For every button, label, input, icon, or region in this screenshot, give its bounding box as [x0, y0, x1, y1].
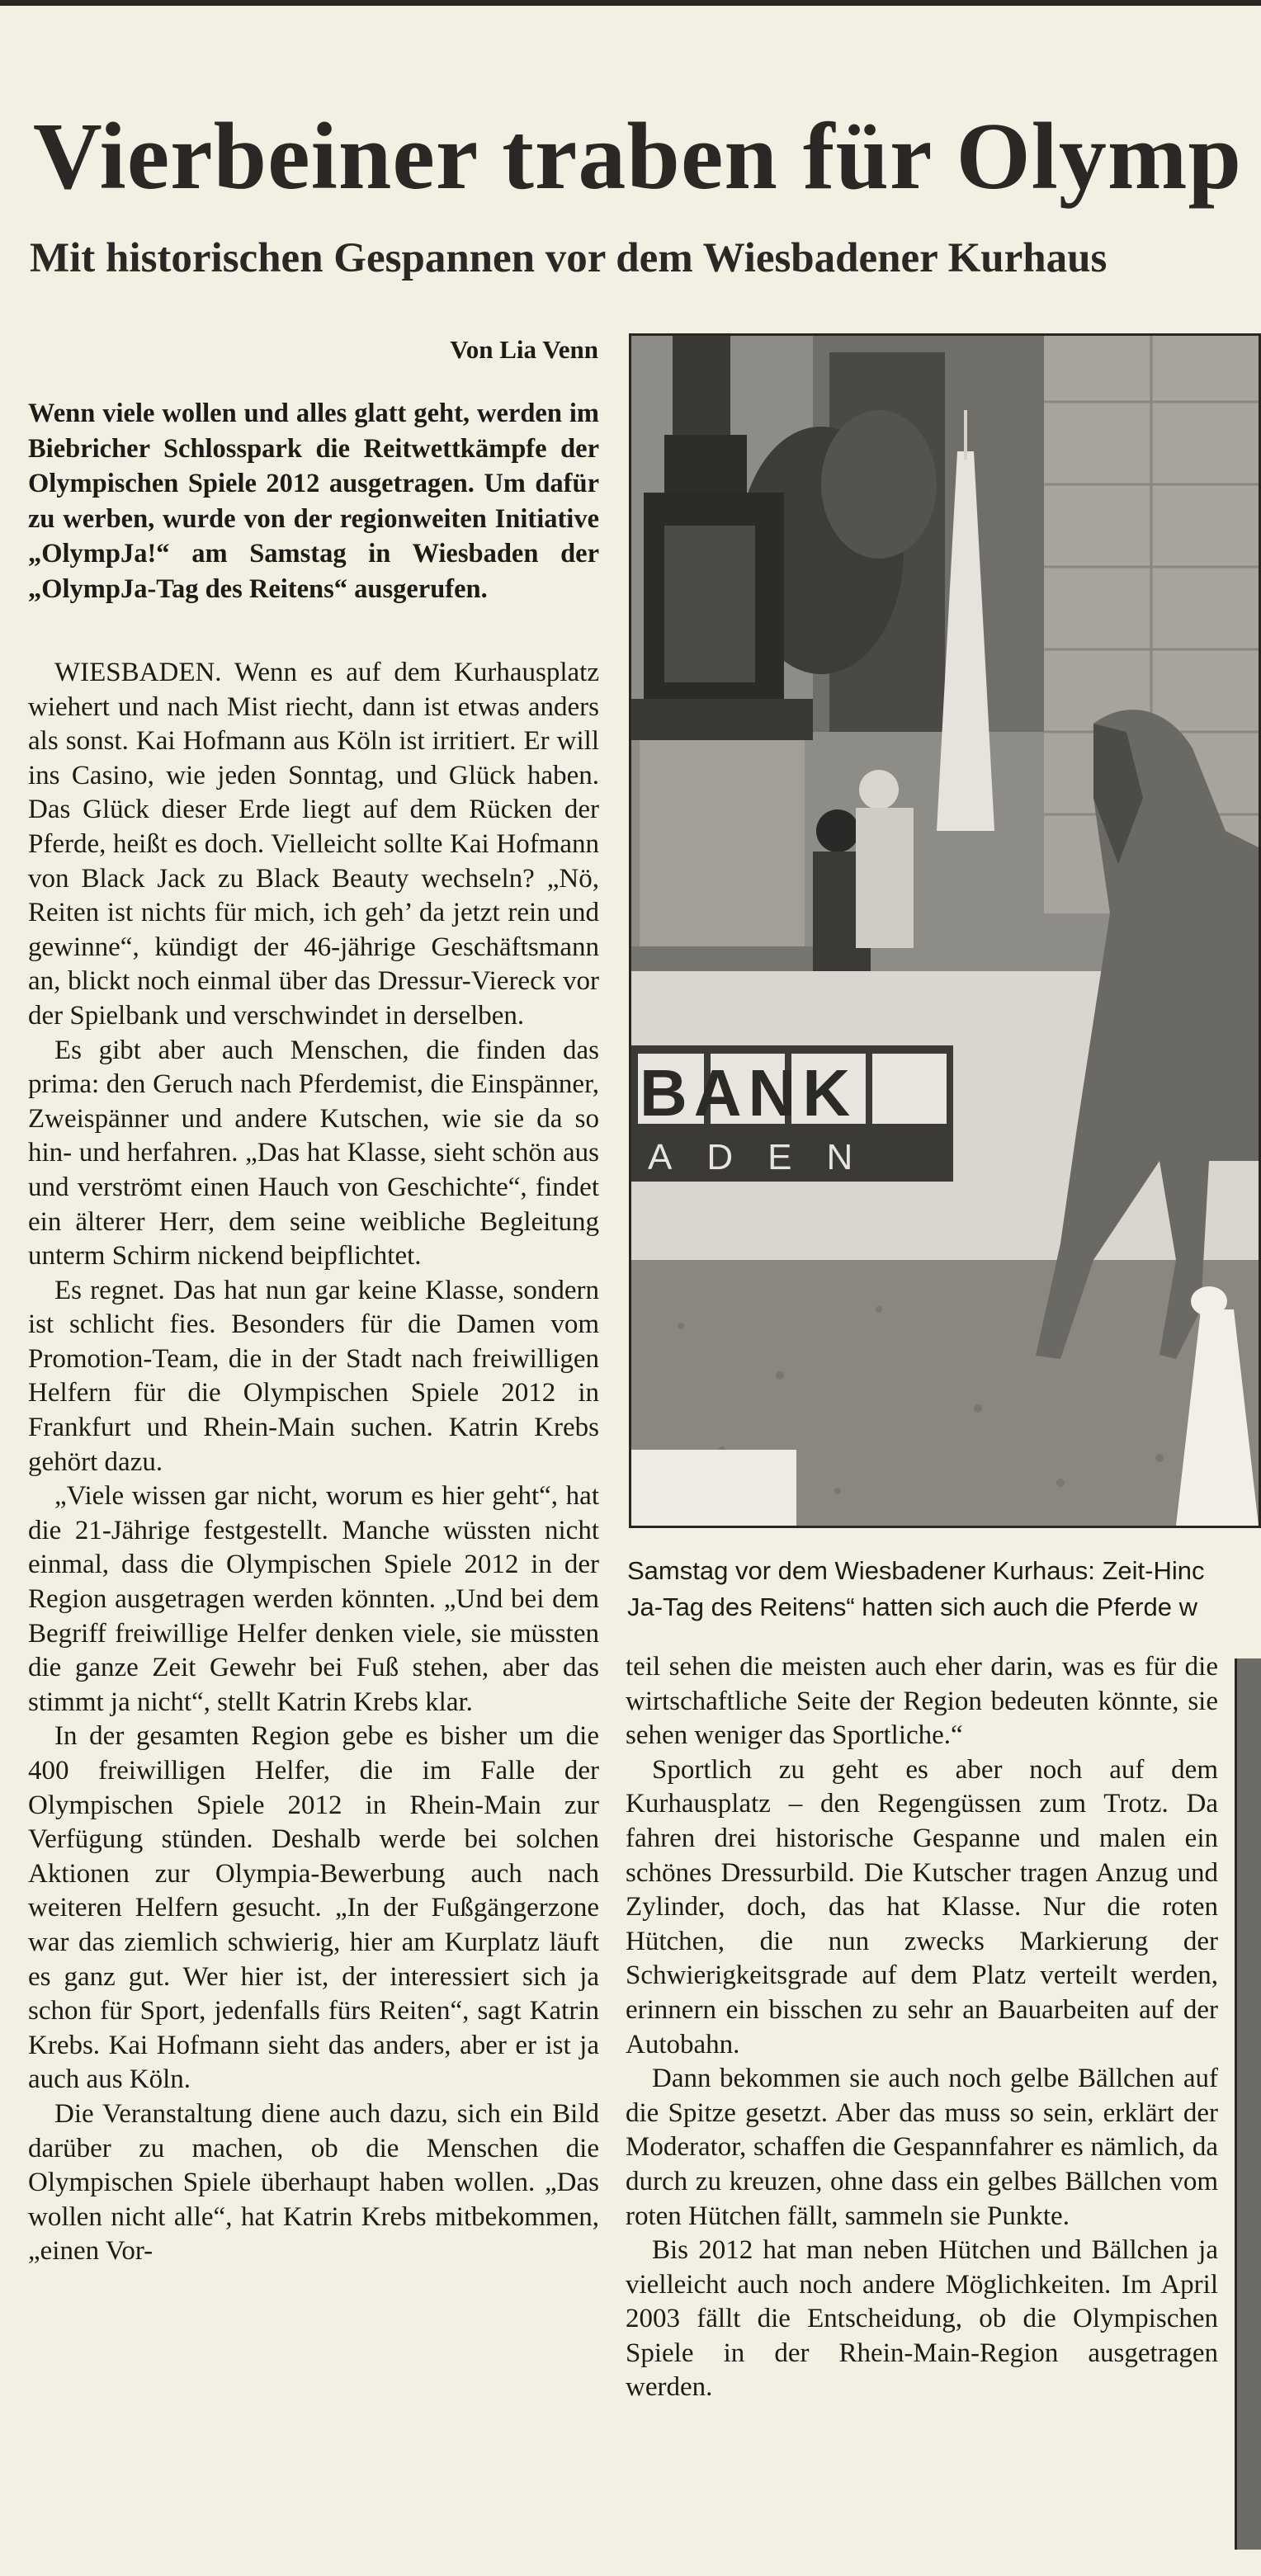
article-photo	[629, 333, 1261, 1528]
top-rule	[0, 0, 1261, 6]
paragraph: teil sehen die meisten auch eher darin, was es für die wirtschaftliche Seite der Region bedeuten könnte, sie sehen weniger das Sportliche.“	[626, 1652, 1218, 1751]
paragraph: WIESBADEN. Wenn es auf dem Kurhausplatz wiehert und nach Mist riecht, dann ist etwas anders als sonst. Kai Hofmann aus Köln ist irritiert. Er will ins Casino, wie jeden Sonntag, und Glück haben. Das Glück dieser Erde liegt auf dem Rücken der Pferde, heißt es doch. Vielleicht sollte Kai Hofmann von Black Jack zu Black Beauty wechseln? „Nö, Reiten ist nichts für mich, ich geh’ da jetzt rein und gewinne“, kündigt der 46-jährige Geschäftsmann an, blickt noch einmal über das Dressur-Viereck vor der Spielbank und verschwindet in derselben.	[28, 658, 599, 1031]
banner-text-line1: BANK	[640, 1056, 857, 1130]
paragraph: Die Veranstaltung diene auch dazu, sich ein Bild darüber zu machen, ob die Menschen die Olympischen Spiele überhaupt haben wollen. „Das wollen nicht alle“, hat Katrin Krebs mitbekommen, „einen Vor-	[28, 2098, 599, 2267]
paragraph: Dann bekommen sie auch noch gelbe Bällchen auf die Spitze gesetzt. Aber das muss so sein, erklärt der Moderator, schaffen die Gespannfahrer es nämlich, da durch zu kreuzen, ohne dass ein gelbes Bällchen vom roten Hütchen fällt, sammeln sie Punkte.	[626, 2064, 1218, 2231]
paragraph: Sportlich zu geht es aber noch auf dem Kurhausplatz – den Regengüssen zum Trotz. Da fahren drei historische Gespanne und malen ein schönes Dressurbild. Die Kutscher tragen Anzug und Zylinder, doch, das hat Klasse. Nur die roten Hütchen, die nun zwecks Markierung der Schwierigkeitsgrade auf dem Platz verteilt werden, erinnern ein bisschen zu sehr an Bauarbeiten auf der Autobahn.	[626, 1754, 1218, 2059]
photo-caption	[627, 1553, 1261, 1635]
paragraph: Es regnet. Das hat nun gar keine Klasse, sondern ist schlicht fies. Besonders für die Damen vom Promotion-Team, die in der Stadt nach freiwilligen Helfern für die Olympischen Spiele 2012 in Frankfurt und Rhein-Main suchen. Katrin Krebs gehört dazu.	[28, 1275, 599, 1477]
paragraph: Bis 2012 hat man neben Hütchen und Bällchen ja vielleicht auch noch andere Möglichkeiten. Im April 2003 fällt die Entscheidung, ob die Olympischen Spiele in der Rhein-Main-Region ausgetragen werden.	[626, 2235, 1218, 2403]
lead-paragraph: Wenn viele wollen und alles glatt geht, werden im Biebricher Schlosspark die Reitwettkämpfe der Olympischen Spiele 2012 ausgetragen. Um dafür zu werben, wurde von der regionweiten Initiative „OlympJa!“ am Samstag in Wiesbaden der „OlympJa-Tag des Reitens“ ausgerufen.	[28, 399, 599, 604]
byline: Von Lia Venn	[450, 335, 598, 364]
paragraph: Es gibt aber auch Menschen, die finden das prima: den Geruch nach Pferdemist, die Einspänner, Zweispänner und andere Kutschen, wie sie da so hin- und herfahren. „Das hat Klasse, sieht schön aus und verströmt einen Hauch von Geschichte“, findet ein älterer Herr, dem seine weibliche Begleitung unterm Schirm nickend beipflichtet.	[28, 1035, 599, 1271]
caption-line: Samstag vor dem Wiesbadener Kurhaus: Zeit-Hinc	[627, 1556, 1205, 1585]
article-column-1	[28, 656, 599, 2554]
paragraph: „Viele wissen gar nicht, worum es hier geht“, hat die 21-Jährige festgestellt. Manche wüssten nicht einmal, dass die Olympischen Spiele 2012 in der Region ausgetragen werden könnten. „Und bei dem Begriff freiwillige Helfer denken viele, sie müssten die ganze Zeit Gewehr bei Fuß stehen, aber das stimmt ja nicht“, stellt Katrin Krebs klar.	[28, 1481, 599, 1717]
photo-illustration	[631, 336, 1259, 1526]
article-subheadline: Mit historischen Gespannen vor dem Wiesbadener Kurhaus	[30, 235, 1108, 281]
article-headline: Vierbeiner traben für Olymp	[33, 104, 1243, 210]
banner-text-line2: ADEN	[648, 1137, 888, 1177]
article-column-2	[626, 1650, 1218, 2558]
paragraph: In der gesamten Region gebe es bisher um die 400 freiwilligen Helfer, die im Falle der Olympischen Spiele 2012 in Rhein-Main zur Verfügung stünden. Deshalb werde bei solchen Aktionen zur Olympia-Bewerbung auch nach weiteren Helfern gesucht. „In der Fußgängerzone war das ziemlich schwierig, hier am Kurplatz läuft es ganz gut. Wer hier ist, der interessiert sich ja schon für Sport, jedenfalls fürs Reiten“, sagt Katrin Krebs. Kai Hofmann sieht das anders, aber er ist ja auch aus Köln.	[28, 1721, 599, 2095]
second-photo-edge	[1235, 1658, 1261, 2550]
caption-line: Ja-Tag des Reitens“ hatten sich auch die Pferde w	[627, 1592, 1197, 1621]
